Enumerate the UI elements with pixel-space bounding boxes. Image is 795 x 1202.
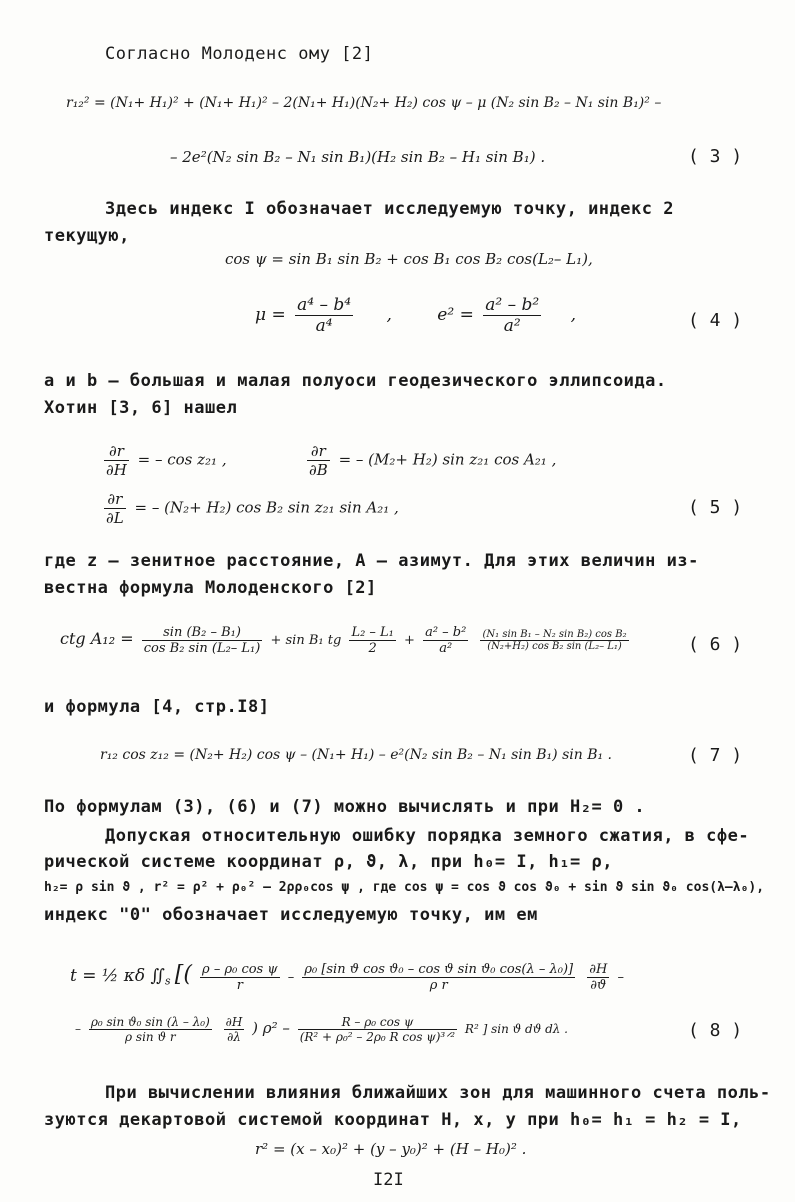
equation-number-4: ( 4 )	[688, 310, 743, 331]
fraction: $\frac{\text{L₂ – L₁}}{2}$	[351, 625, 394, 656]
fraction: $\frac{\text{a⁴ – b⁴}}{\text{a⁴}}$	[297, 295, 352, 336]
formula-4-cos-psi: cos ψ = sin B₁ sin B₂ + cos B₁ cos B₂ cos(L₂– L₁),	[225, 250, 593, 268]
intro-line: Согласно Молоденс ому [2]	[105, 44, 374, 64]
fraction: $\frac{\partial H}{\partial ϑ}$	[589, 962, 608, 993]
paragraph-line: зуются декартовой системой координат H, x, y при h₀= h₁ = h₂ = I,	[44, 1110, 742, 1130]
fraction: $\frac{\text{ρ₀ sin ϑ₀ sin (λ – λ₀)}}{\text{ρ sin ϑ r}}$	[90, 1015, 210, 1044]
paragraph-line: где z – зенитное расстояние, A – азимут. Для этих величин из-	[44, 551, 699, 571]
formula-8-line-1: t = ½ κδ $∬_s$ [( $\frac{\text{ρ – ρ₀ cos ψ}}{r}$ – $\frac{\text{ρ₀ [sin ϑ cos ϑ₀ – cos ϑ sin ϑ₀ cos(λ – λ₀)]}}{\text{ρ r}}$ $\frac{\partial H}{\partial ϑ}$ –	[70, 962, 624, 993]
paragraph-line: Хотин [3, 6] нашел	[44, 398, 238, 418]
formula-9: r² = (x – x₀)² + (y – y₀)² + (H – H₀)² .	[255, 1140, 527, 1158]
equation-number-6: ( 6 )	[688, 634, 743, 655]
paragraph-line: По формулам (3), (6) и (7) можно вычислять и при H₂= 0 .	[44, 797, 646, 817]
paragraph-line: Допуская относительную ошибку порядка земного сжатия, в сфе-	[105, 826, 750, 846]
fraction: $\frac{\text{ρ₀ [sin ϑ cos ϑ₀ – cos ϑ sin ϑ₀ cos(λ – λ₀)]}}{\text{ρ r}}$	[304, 962, 574, 993]
paragraph-line: При вычислении влияния ближайших зон для машинного счета поль-	[105, 1083, 771, 1103]
paragraph-line: вестна формула Молоденского [2]	[44, 578, 377, 598]
formula-3-line-1: r₁₂² = (N₁+ H₁)² + (N₁+ H₁)² – 2(N₁+ H₁)(N₂+ H₂) cos ψ – μ (N₂ sin B₂ – N₁ sin B₁)² –	[66, 95, 662, 111]
paragraph-line: Здесь индекс I обозначает исследуемую точку, индекс 2	[105, 199, 674, 219]
paragraph-line: a и b – большая и малая полуоси геодезического эллипсоида.	[44, 371, 667, 391]
formula-4-mu: μ = $\frac{\text{a⁴ – b⁴}}{\text{a⁴}}$ , e² = $\frac{\text{a² – b²}}{\text{a²}}$ ,	[255, 295, 577, 336]
fraction: $\frac{\partial r}{\partial B}$	[309, 442, 328, 479]
equation-number-5: ( 5 )	[688, 497, 743, 518]
fraction: $\frac{\text{ρ – ρ₀ cos ψ}}{r}$	[202, 962, 278, 993]
formula-5-row-1: $\frac{\partial r}{\partial H}$ = – cos z₂₁ ,	[106, 442, 227, 479]
formula-3-line-2: – 2e²(N₂ sin B₂ – N₁ sin B₁)(H₂ sin B₂ – H₁ sin B₁) .	[170, 148, 546, 166]
paragraph-line: и формула [4, стр.I8]	[44, 697, 270, 717]
fraction: $\frac{\text{R – ρ₀ cos ψ}}{\text{(R² + ρ₀² – 2ρ₀ R cos ψ)³ᐟ²}}$	[299, 1015, 456, 1044]
paragraph-line: рической системе координат ρ, ϑ, λ, при h₀= I, h₁= ρ,	[44, 852, 613, 872]
formula-5-row-2: $\frac{\partial r}{\partial B}$ = – (M₂+ H₂) sin z₂₁ cos A₂₁ ,	[309, 442, 557, 479]
page-number: I2I	[373, 1170, 404, 1190]
formula-5-row-3: $\frac{\partial r}{\partial L}$ = – (N₂+ H₂) cos B₂ sin z₂₁ sin A₂₁ ,	[106, 490, 399, 527]
paragraph-line: текущую,	[44, 226, 130, 246]
formula-8-line-2: – $\frac{\text{ρ₀ sin ϑ₀ sin (λ – λ₀)}}{\text{ρ sin ϑ r}}$ $\frac{\partial H}{\partial\lambda}$ ) ρ² – $\frac{\text{R – ρ₀ cos ψ}}{\text{(R² + ρ₀² – 2ρ₀ R cos ψ)³ᐟ²}}$ R² ] sin ϑ dϑ dλ .	[75, 1015, 568, 1044]
fraction: $\frac{\partial H}{\partial\lambda}$	[225, 1015, 243, 1044]
formula-7: r₁₂ cos z₁₂ = (N₂+ H₂) cos ψ – (N₁+ H₁) – e²(N₂ sin B₂ – N₁ sin B₁) sin B₁ .	[100, 747, 612, 763]
fraction: $\frac{\text{a² – b²}}{\text{a²}}$	[425, 625, 467, 656]
fraction: $\frac{\text{a² – b²}}{\text{a²}}$	[485, 295, 540, 336]
formula-6: ctg A₁₂ = $\frac{\text{sin (B₂ – B₁)}}{\text{cos B₂ sin (L₂– L₁)}}$ + sin B₁ tg $\frac{\text{L₂ – L₁}}{2}$ + $\frac{\text{a² – b²}}{\text{a²}}$ $\frac{\text{(N₁ sin B₁ – N₂ sin B₂) cos B₂}}{\text{(N₂+H₂) cos B₂ sin (L₂– L₁)}}$	[60, 625, 627, 656]
fraction: $\frac{\text{(N₁ sin B₁ – N₂ sin B₂) cos B₂}}{\text{(N₂+H₂) cos B₂ sin (L₂– L₁)}}$	[482, 629, 627, 652]
fraction: $\frac{\partial r}{\partial L}$	[106, 490, 124, 527]
equation-number-3: ( 3 )	[688, 146, 743, 167]
fraction: $\frac{\partial r}{\partial H}$	[106, 442, 127, 479]
equation-number-7: ( 7 )	[688, 745, 743, 766]
fraction: $\frac{\text{sin (B₂ – B₁)}}{\text{cos B₂ sin (L₂– L₁)}}$	[143, 625, 261, 656]
paragraph-line: h₂= ρ sin ϑ , r² = ρ² + ρ₀² – 2ρρ₀cos ψ , где cos ψ = cos ϑ cos ϑ₀ + sin ϑ sin ϑ₀ cos(λ–λ₀),	[44, 880, 765, 895]
equation-number-8: ( 8 )	[688, 1020, 743, 1041]
paragraph-line: индекс "0" обозначает исследуемую точку, им ем	[44, 905, 538, 925]
